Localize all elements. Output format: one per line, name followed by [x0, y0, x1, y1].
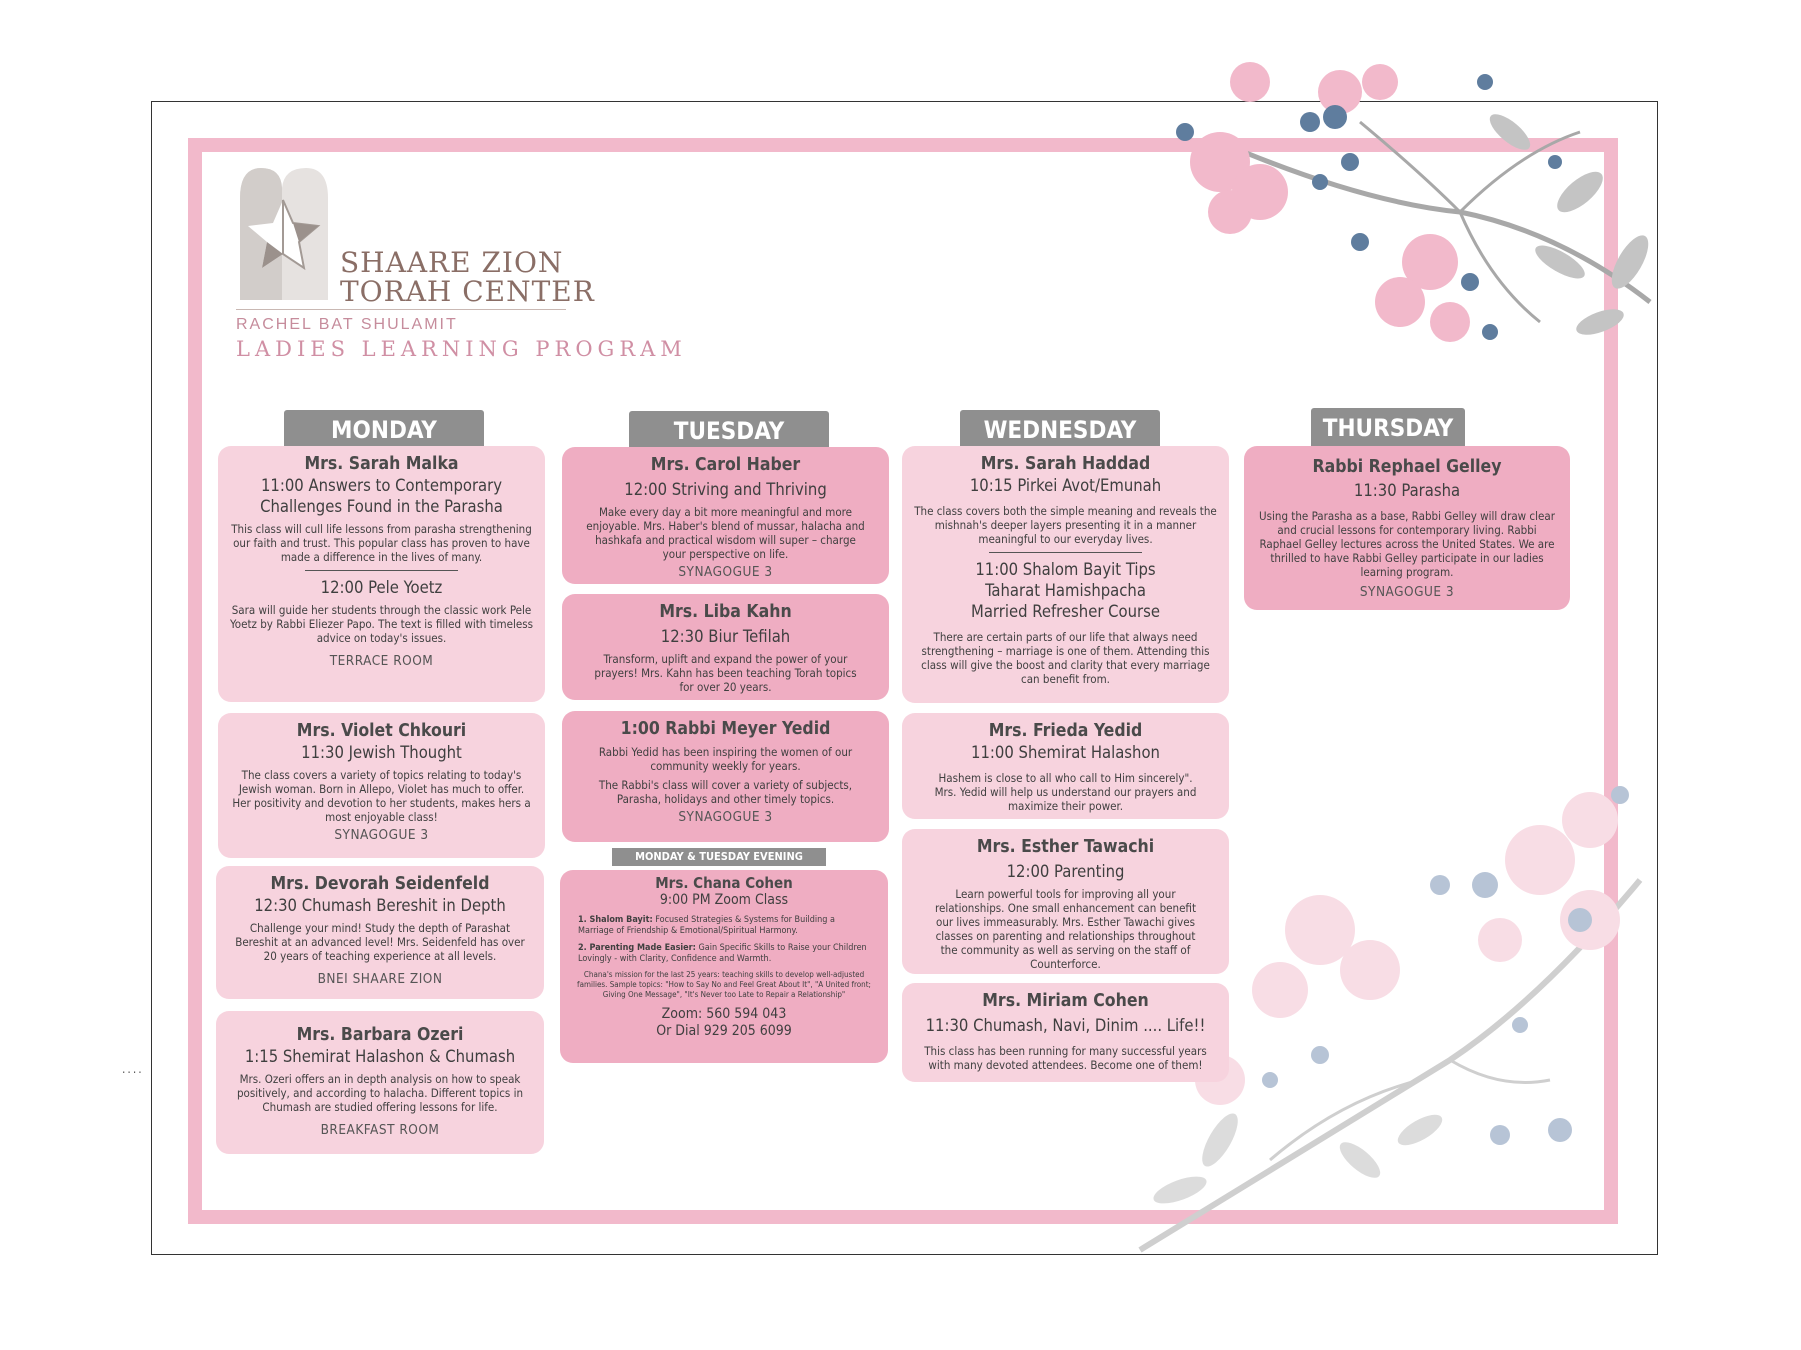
class-card-miriam-cohen — [902, 983, 1229, 1082]
class-topic: 10:15 Pirkei Avot/Emunah — [969, 476, 1162, 495]
class-card-esther-tawachi — [902, 829, 1229, 974]
teacher-name: Mrs. Miriam Cohen — [982, 991, 1149, 1011]
class-description: The class covers a variety of topics relating to today's Jewish woman. Born in Allepo, Violet has much to offer. Her positivity and devotion to her students, makes hers a most enjoyable class! — [232, 768, 531, 824]
teacher-name: Rabbi Rephael Gelley — [1312, 457, 1502, 477]
class-topic: 12:30 Chumash Bereshit in Depth — [254, 896, 506, 915]
day-header-thursday: THURSDAY — [1311, 408, 1465, 446]
class-card-rephael-gelley — [1244, 446, 1570, 610]
class-card-chana-cohen — [560, 870, 888, 1063]
teacher-name: Mrs. Barbara Ozeri — [296, 1025, 464, 1045]
divider — [305, 570, 459, 571]
class-mission: Chana's mission for the last 25 years: teaching skills to develop well-adjusted families. Sample topics: "How to Say No and Feel Great About It", "A United front; Giving One Message", "It's Never too Late to Repair a Relationship" — [577, 970, 871, 999]
day-header-tuesday: TUESDAY — [629, 411, 829, 449]
class-card-frieda-yedid — [902, 713, 1229, 819]
class-item-2 — [578, 943, 872, 965]
teacher-name: Mrs. Sarah Malka — [304, 454, 459, 474]
class-topic: 9:00 PM Zoom Class — [659, 892, 789, 908]
class-location: SYNAGOGUE 3 — [1359, 584, 1455, 600]
class-description: Challenge your mind! Study the depth of Parashat Bereshit at an advanced level! Mrs. Seidenfeld has over 20 years of teaching experience at all levels. — [235, 921, 525, 963]
teacher-name: Mrs. Carol Haber — [650, 455, 801, 475]
program-dedication: RACHEL BAT SHULAMIT — [236, 316, 458, 333]
class-card-violet-chkouri — [218, 713, 545, 858]
class-description-2: The Rabbi's class will cover a variety of subjects, Parasha, holidays and other timely topics. — [598, 778, 853, 806]
teacher-name: Mrs. Liba Kahn — [659, 602, 792, 622]
floral-top-right-decoration — [1160, 62, 1660, 362]
teacher-name: Mrs. Esther Tawachi — [976, 837, 1155, 857]
class-card-carol-haber — [562, 447, 889, 584]
class-description: Make every day a bit more meaningful and more enjoyable. Mrs. Haber's blend of mussar, halacha and hashkafa and practical wisdom will super – charge your perspective on life. — [586, 505, 865, 561]
class-description: This class has been running for many successful years with many devoted attendees. Become one of them! — [924, 1044, 1207, 1072]
class-card-devorah-seidenfeld — [216, 866, 544, 999]
torah-center-logo — [236, 168, 330, 300]
logo-line-2: TORAH CENTER — [340, 275, 595, 308]
class-item-1 — [578, 915, 872, 937]
class-card-sarah-haddad — [902, 446, 1229, 703]
logo-divider — [236, 309, 566, 310]
logo-wordmark — [340, 248, 595, 306]
dial-number: Or Dial 929 205 6099 — [656, 1023, 792, 1039]
class-topic-2c: Married Refresher Course — [971, 602, 1160, 621]
class-description: Hashem is close to all who call to Him sincerely". Mrs. Yedid will help us understand our prayers and maximize their power. — [934, 771, 1197, 813]
class-topic: 11:30 Parasha — [1353, 481, 1461, 500]
class-description: Transform, uplift and expand the power of your prayers! Mrs. Kahn has been teaching Torah topics for over 20 years. — [594, 652, 857, 694]
logo-line-1: SHAARE ZION — [340, 246, 564, 279]
teacher-name: Mrs. Violet Chkouri — [296, 721, 467, 741]
item-1-text: Focused Strategies & Systems for Building a Marriage of Friendship & Emotional/Spiritual Harmony. — [578, 915, 835, 936]
class-topic-2b: Taharat Hamishpacha — [985, 581, 1146, 600]
class-description-2: There are certain parts of our life that always need strengthening – marriage is one of them. Attending this class will give the boost and clarity that every marriage can benefit from. — [921, 630, 1210, 686]
class-location: SYNAGOGUE 3 — [678, 564, 773, 580]
class-topic: 12:30 Biur Tefilah — [660, 627, 791, 646]
divider — [989, 552, 1143, 553]
evening-label: MONDAY & TUESDAY EVENING — [612, 848, 826, 866]
teacher-name: Mrs. Frieda Yedid — [988, 721, 1143, 741]
item-2-text: Gain Specific Skills to Raise your Children Lovingly - with Clarity, Confidence and Warmth. — [578, 943, 867, 964]
class-topic: 1:15 Shemirat Halashon & Chumash — [244, 1047, 516, 1066]
class-location: SYNAGOGUE 3 — [678, 809, 773, 825]
class-description: Using the Parasha as a base, Rabbi Gelley will draw clear and crucial lessons for contemporary living. Rabbi Raphael Gelley lectures across the United States. We are thrilled to have Rabbi Gelley participate in our ladies learning program. — [1259, 509, 1555, 579]
zoom-id: Zoom: 560 594 043 — [661, 1006, 787, 1022]
class-topic: 11:00 Answers to Contemporary Challenges Found in the Parasha — [260, 476, 503, 516]
teacher-name: Mrs. Devorah Seidenfeld — [270, 874, 490, 894]
class-topic: 12:00 Striving and Thriving — [624, 480, 827, 499]
day-header-monday: MONDAY — [284, 410, 484, 448]
class-card-barbara-ozeri — [216, 1011, 544, 1154]
teacher-name: Mrs. Chana Cohen — [655, 874, 793, 892]
class-description: The class covers both the simple meaning and reveals the mishnah's deeper layers presenting it in a manner meaningful to our everyday lives. — [914, 504, 1217, 546]
teacher-name: 1:00 Rabbi Meyer Yedid — [620, 719, 831, 739]
class-location: TERRACE ROOM — [329, 653, 434, 669]
item-1-title: 1. Shalom Bayit: — [578, 915, 653, 925]
class-description: This class will cull life lessons from parasha strengthening our faith and trust. This popular class has proven to have made a difference in the lives of many. — [231, 522, 532, 564]
class-topic: 11:30 Jewish Thought — [301, 743, 462, 762]
class-topic: 12:00 Parenting — [1006, 862, 1125, 881]
teacher-name: Mrs. Sarah Haddad — [980, 454, 1151, 474]
class-topic-2a: 11:00 Shalom Bayit Tips — [975, 560, 1156, 579]
class-description: Mrs. Ozeri offers an in depth analysis on how to speak positively, and according to halacha. Different topics in Chumash are studied offering lessons for life. — [236, 1072, 523, 1114]
class-description-2: Sara will guide her students through the classic work Pele Yoetz by Rabbi Eliezer Papo. The text is filled with timeless advice on today's issues. — [229, 603, 533, 645]
class-card-meyer-yedid — [562, 711, 889, 842]
program-title: LADIES LEARNING PROGRAM — [236, 337, 687, 361]
margin-dots: .... — [122, 1062, 144, 1076]
day-header-wednesday: WEDNESDAY — [960, 410, 1160, 448]
class-description: Rabbi Yedid has been inspiring the women of our community weekly for years. — [598, 745, 853, 773]
class-card-sarah-malka — [218, 446, 545, 702]
class-topic-2: 12:00 Pele Yoetz — [320, 578, 443, 597]
class-topic: 11:00 Shemirat Halashon — [971, 743, 1160, 762]
class-card-liba-kahn — [562, 594, 889, 700]
class-description: Learn powerful tools for improving all your relationships. One small enhancement can benefit our lives immeasurably. Mrs. Esther Tawachi gives classes on parenting and relationships throughout the community as well as serving on the staff of Counterforce. — [934, 887, 1197, 971]
class-topic: 11:30 Chumash, Navi, Dinim .... Life!! — [925, 1016, 1206, 1035]
class-location: BREAKFAST ROOM — [320, 1122, 440, 1138]
class-location: SYNAGOGUE 3 — [334, 827, 429, 843]
class-location: BNEI SHAARE ZION — [317, 971, 443, 987]
item-2-title: 2. Parenting Made Easier: — [578, 943, 696, 953]
